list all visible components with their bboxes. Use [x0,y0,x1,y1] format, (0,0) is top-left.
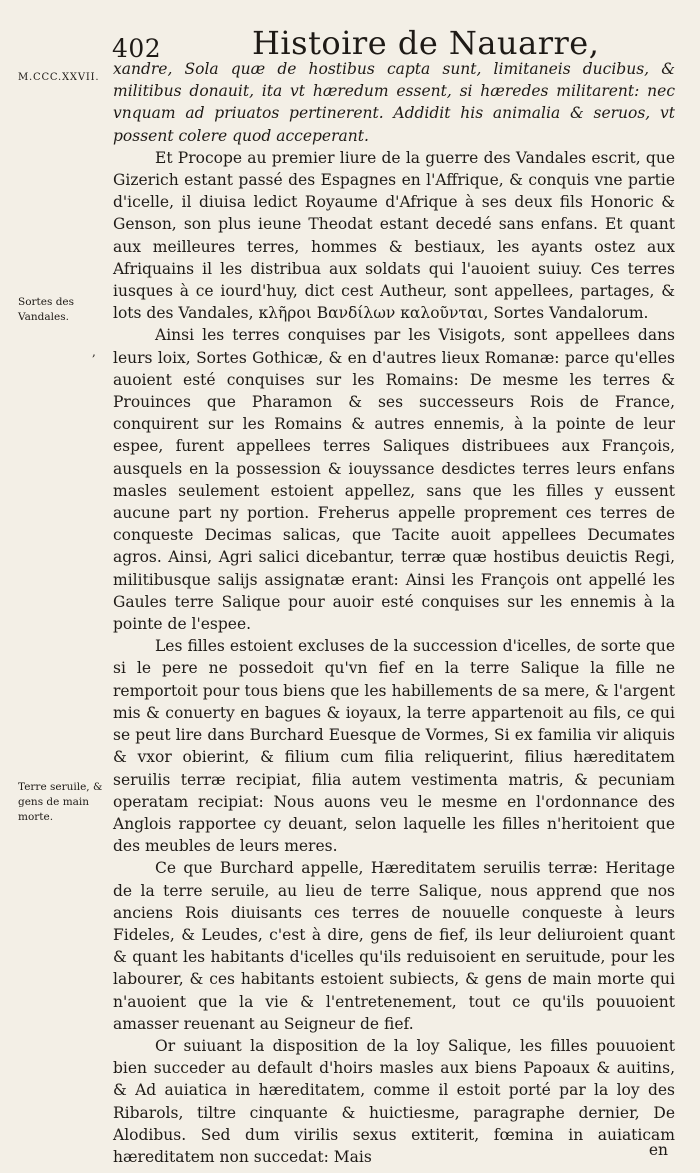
paragraph-1: xandre, Sola quæ de hostibus capta sunt, limitaneis ducibus, & militibus donauit, ita vt hæredum essent, si hæredes militarent: nec vnquam ad priuatos pertinerent. Addidit his animalia & seruos, vt possent colere quod acceperant. [113,60,675,145]
margin-note-vandales: Sortes des Vandales. [18,296,75,323]
paragraph-5: Ce que Burchard appelle, Hæreditatem seruilis terræ: Heritage de la terre seruile, au lieu de terre Salique, nous apprend que nos anciens Rois diuisants ces terres de nouuelle conqueste à leurs Fideles, & Leudes, c'est à dire, gens de fief, ils leur deliuroient quant & quant les habitants d'icelles qu'ils reduisoient en seruitude, pour les labourer, & ces habitants estoient subiects, & gens de main morte qui n'auoient que la vie & l'entretenement, tout ce qu'ils pouuoient amasser reuenant au Seigneur de fief. [113,859,675,1033]
paragraph-2: Et Procope au premier liure de la guerre des Vandales escrit, que Gizerich estant passé des Espagnes en l'Affrique, & conquis vne partie d'icelle, il diuisa ledict Royaume d'Afrique à ses deux fils Honoric & Genson, son plus ieune Theodat estant decedé sans enfans. Et quant aux meilleures terres, hommes & bestiaux, les ayants ostez aux Afriquains il les distribua aux soldats qui l'auoient suiuy. Ces terres iusques à ce iourd'huy, dict cest Autheur, sont appellees, partages, & lots des Vandales, κλῆροι Βανδίλων καλοῦνται, Sortes Vandalorum. [113,148,675,323]
page-number: 402 [112,34,162,63]
margin-mark: , [92,345,96,359]
paragraph-3: Ainsi les terres conquises par les Visigots, sont appellees dans leurs loix, Sortes Gothicæ, & en d'autres lieux Romanæ: parce qu'elles auoient esté conquises sur les Romains: De mesme les terres & Prouinces que Pharamon & ses successeurs Rois de France, conquirent sur les Romains & autres ennemis, à la pointe de leur espee, furent appellees terres Saliques distribuees aux François, ausquels en la possession & iouyssance desdictes terres leurs enfans masles seulement estoient appellez, sans que les filles y eussent aucune part ny portion. Freherus appelle proprement ces terres de conqueste Decimas salicas, que Tacite auoit appellees Decumates agros. Ainsi, Agri salici dicebantur, terræ quæ hostibus deuictis Regi, militibusque salijs assignatæ erant: Ainsi les François ont appellé les Gaules terre Salique pour auoir esté conquises sur les ennemis à la pointe de l'espee. [113,326,675,634]
paragraph-6: Or suiuant la disposition de la loy Salique, les filles pouuoient bien succeder au default d'hoirs masles aux biens Papoaux & auitins, & Ad auiatica in hæreditatem, comme il estoit porté par la loy des Ribarols, tiltre cinquante & huictiesme, paragraphe dernier, De Alodibus. Sed dum virilis sexus extiterit, fœmina in auiaticam hæreditatem non succedat: Mais [113,1036,675,1166]
catchword: en [648,1141,668,1159]
paragraph-4: Les filles estoient excluses de la succession d'icelles, de sorte que si le pere ne possedoit qu'vn fief en la terre Salique la fille ne remportoit pour tous biens que les habillements de sa mere, & l'argent mis & conuerty en bagues & ioyaux, la terre appartenoit au fils, ce qui se peut lire dans Burchard Euesque de Vormes, Si ex familia vir aliquis & vxor obierint, & filium cum filia reliquerint, filius hæreditatem seruilis terræ recipiat, filia autem vestimenta matris, & pecuniam operatam recipiat: Nous auons veu le mesme en l'ordonnance des Anglois rapportee cy deuant, selon laquelle les filles n'heritoient que des meubles de leurs meres. [113,637,675,856]
main-text [113,58,675,1168]
running-title: Histoire de Nauarre, [252,24,600,62]
margin-note-terre-seruile: Terre seruile, & gens de main morte. [18,781,103,823]
margin-year: M.CCC.XXVII. [18,72,100,83]
